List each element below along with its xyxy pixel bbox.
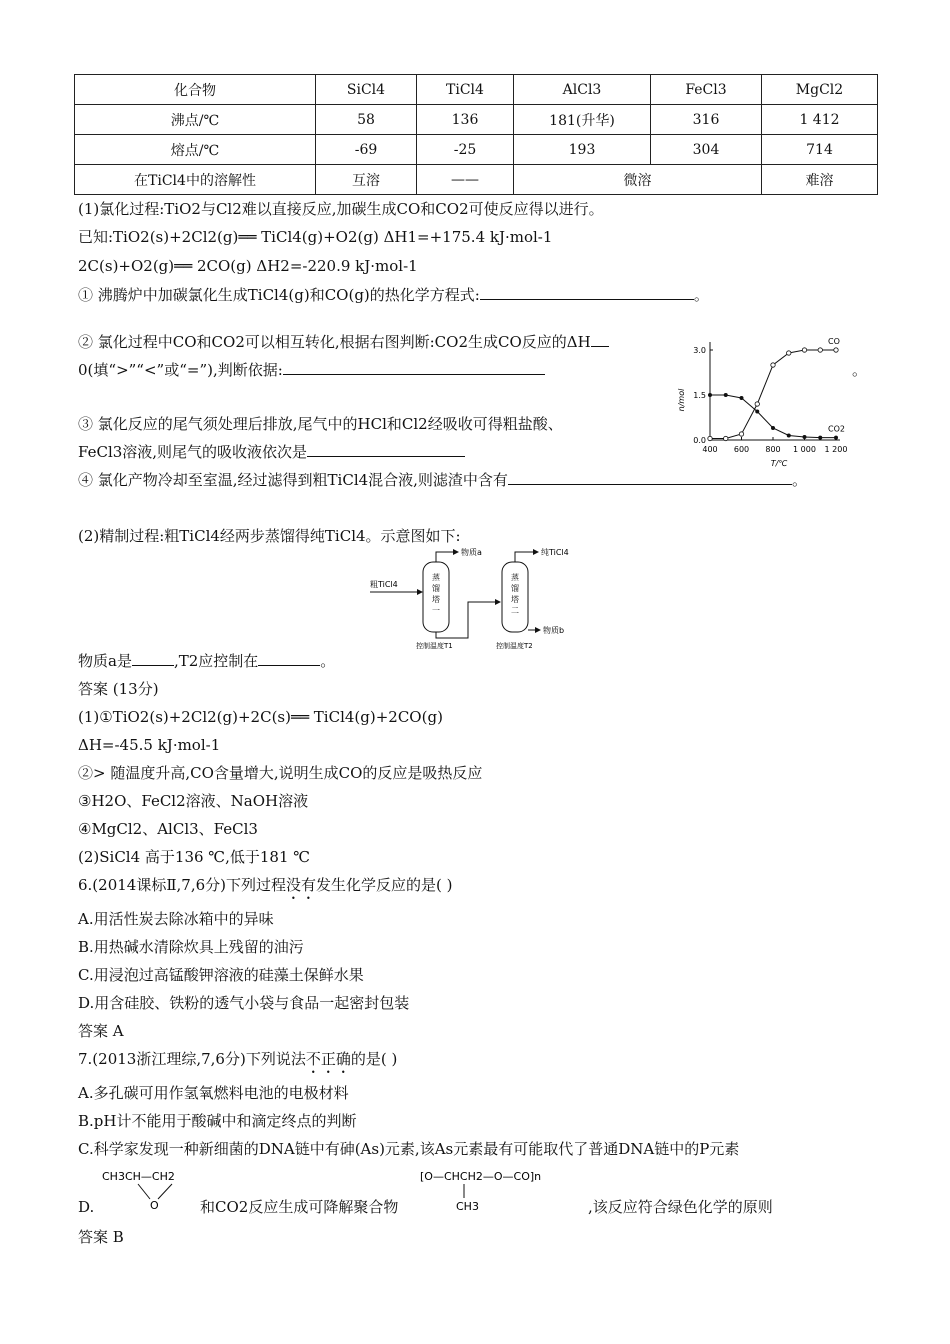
table-cell: —— (417, 165, 514, 195)
table-cell: SiCl4 (316, 75, 417, 105)
output-pure-arrow (515, 552, 538, 562)
table-cell: 316 (651, 105, 762, 135)
answer-1b: ΔH=-45.5 kJ·mol-1 (78, 736, 221, 754)
answer-blank[interactable] (508, 470, 792, 485)
q6-option-d: D.用含硅胶、铁粉的透气小袋与食品一起密封包装 (78, 994, 410, 1012)
series-label-co2: CO2 (828, 424, 845, 434)
q7-stem-pre: 7.(2013浙江理综,7,6分)下列说法 (78, 1050, 306, 1068)
table-cell: 714 (762, 135, 878, 165)
x-tick-label: 800 (765, 445, 781, 454)
control-temp-1: 控制温度T1 (416, 642, 453, 650)
table-cell: 193 (514, 135, 651, 165)
data-point-co (708, 436, 712, 440)
q6-stem-emphasis: 没有 (286, 876, 317, 894)
output-pure-label: 纯TiCl4 (541, 548, 569, 557)
tower2-char: 二 (511, 606, 519, 615)
table-cell: 1 412 (762, 105, 878, 135)
q2-fill-a-text: 物质a是 (78, 652, 132, 670)
table-row (75, 105, 878, 135)
output-a-label: 物质a (461, 548, 482, 557)
q2-intro: (2)精制过程:粗TiCl4经两步蒸馏得纯TiCl4。示意图如下: (78, 527, 461, 545)
table-cell: 在TiCl4中的溶解性 (75, 165, 316, 195)
q1-intro: (1)氯化过程:TiO2与Cl2难以直接反应,加碳生成CO和CO2可使反应得以进行。 (78, 200, 604, 218)
q1-sub4 (78, 470, 807, 490)
table-cell: TiCl4 (417, 75, 514, 105)
q1-known1: 已知:TiO2(s)+2Cl2(g)══ TiCl4(g)+O2(g) ΔH1=+175.4 kJ·mol-1 (78, 228, 553, 246)
q7-stem-post: 的是( ) (350, 1050, 398, 1068)
q6-stem (78, 875, 453, 903)
answer-4: ④MgCl2、AlCl3、FeCl3 (78, 820, 258, 838)
q6-answer: 答案 A (78, 1022, 124, 1040)
q6-option-c: C.用浸泡过高锰酸钾溶液的硅藻土保鲜水果 (78, 966, 364, 984)
tower2-char: 塔 (511, 595, 519, 604)
epoxide-formula: CH3CH—CH2 (102, 1170, 175, 1183)
y-tick-label: 0.0 (693, 436, 706, 445)
data-point-co2 (818, 436, 822, 440)
y-tick-label: 1.5 (693, 391, 706, 400)
data-point-co (787, 351, 791, 355)
answer-5: (2)SiCl4 高于136 ℃,低于181 ℃ (78, 848, 311, 866)
q7-option-d-mid: 和CO2反应生成可降解聚合物 (200, 1198, 399, 1216)
epoxide-structure (100, 1166, 200, 1216)
data-point-co2 (771, 426, 775, 430)
q1-sub1 (78, 285, 709, 305)
output-b-label: 物质b (543, 626, 565, 635)
answer-blank[interactable] (480, 285, 694, 300)
table-cell: 304 (651, 135, 762, 165)
table-cell: 化合物 (75, 75, 316, 105)
q1-sub2b (78, 360, 545, 380)
q7-stem (78, 1049, 397, 1077)
polymer-methyl: CH3 (456, 1200, 479, 1213)
tower2-char: 蒸 (511, 573, 519, 582)
diagram-input-label: 粗TiCl4 (370, 580, 398, 589)
data-point-co2 (834, 436, 838, 440)
q7-option-d-label: D. (78, 1198, 95, 1216)
q2-fill-b-text: ,T2应控制在 (173, 652, 259, 670)
q2-fill (78, 651, 335, 671)
q1-sub3b (78, 442, 465, 462)
data-point-co2 (787, 434, 791, 438)
co-co2-chart (664, 336, 864, 472)
q7-option-a: A.多孔碳可用作氢氧燃料电池的电极材料 (78, 1084, 349, 1102)
q7-stem-emphasis: 不正确 (305, 1050, 351, 1068)
q7-answer: 答案 B (78, 1228, 124, 1246)
period: 。 (791, 471, 807, 489)
output-a-arrow (436, 552, 458, 562)
data-point-co2 (724, 393, 728, 397)
table-cell: 沸点/℃ (75, 105, 316, 135)
series-label-co: CO (828, 337, 840, 346)
table-cell: -69 (316, 135, 417, 165)
q6-stem-post: 发生化学反应的是( ) (316, 876, 453, 894)
q1-sub1-text: ① 沸腾炉中加碳氯化生成TiCl4(g)和CO(g)的热化学方程式: (78, 286, 480, 304)
table-row (75, 165, 878, 195)
data-point-co2 (803, 435, 807, 439)
table-row (75, 135, 878, 165)
table-cell: 熔点/℃ (75, 135, 316, 165)
data-point-co (802, 348, 806, 352)
q1-sub4-text: ④ 氯化产物冷却至室温,经过滤得到粗TiCl4混合液,则滤渣中含有 (78, 471, 508, 489)
q1-sub3a: ③ 氯化反应的尾气须处理后排放,尾气中的HCl和Cl2经吸收可得粗盐酸、 (78, 415, 563, 433)
control-temp-2: 控制温度T2 (496, 642, 533, 650)
answer-blank[interactable] (258, 651, 320, 666)
table-cell: 微溶 (514, 165, 762, 195)
data-point-co (755, 402, 759, 406)
answer-3: ③H2O、FeCl2溶液、NaOH溶液 (78, 792, 309, 810)
table-cell: FeCl3 (651, 75, 762, 105)
q6-option-a: A.用活性炭去除冰箱中的异味 (78, 910, 274, 928)
q1-known2: 2C(s)+O2(g)══ 2CO(g) ΔH2=-220.9 kJ·mol-1 (78, 257, 418, 275)
q6-option-b: B.用热碱水清除炊具上残留的油污 (78, 938, 304, 956)
x-tick-label: 400 (702, 445, 718, 454)
table-cell: 58 (316, 105, 417, 135)
table-cell: 互溶 (316, 165, 417, 195)
period: 。 (693, 286, 709, 304)
answer-header: 答案 (13分) (78, 680, 159, 698)
table-cell: 136 (417, 105, 514, 135)
tower1-char: 一 (432, 606, 440, 615)
table-cell: 181(升华) (514, 105, 651, 135)
polymer-structure (418, 1164, 588, 1216)
series-line-co2 (710, 395, 836, 438)
q1-sub3b-text: FeCl3溶液,则尾气的吸收液依次是 (78, 443, 308, 461)
x-tick-label: 1 200 (824, 445, 848, 454)
data-point-co (724, 436, 728, 440)
q7-option-d-end: ,该反应符合绿色化学的原则 (588, 1198, 773, 1216)
q7-option-b: B.pH计不能用于酸碱中和滴定终点的判断 (78, 1112, 357, 1130)
data-point-co2 (740, 396, 744, 400)
epoxide-oxygen: O (150, 1199, 159, 1212)
q1-sub2b-text: 0(填“>”“<”或“=”),判断依据: (78, 361, 283, 379)
polymer-formula: [O—CHCH2—O—CO]n (420, 1170, 542, 1183)
table-cell: MgCl2 (762, 75, 878, 105)
q6-stem-pre: 6.(2014课标Ⅱ,7,6分)下列过程 (78, 876, 287, 894)
table-cell: 难溶 (762, 165, 878, 195)
answer-blank[interactable] (132, 651, 174, 666)
table-cell: -25 (417, 135, 514, 165)
q7-option-c: C.科学家发现一种新细菌的DNA链中有砷(As)元素,该As元素最有可能取代了普通DNA链中的P元素 (78, 1140, 740, 1158)
answer-blank[interactable] (307, 442, 465, 457)
y-axis-label: n/mol (677, 388, 686, 412)
tower1-char: 塔 (432, 595, 440, 604)
period: 。 (852, 361, 868, 379)
x-tick-label: 1 000 (793, 445, 816, 454)
data-point-co2 (708, 393, 712, 397)
table-row (75, 75, 878, 105)
properties-table (74, 74, 878, 195)
x-tick-label: 600 (733, 445, 750, 454)
q1-sub2a (78, 332, 609, 352)
data-point-co (834, 348, 838, 352)
tower1-char: 馏 (432, 584, 440, 593)
data-point-co (771, 363, 775, 367)
data-point-co (818, 348, 822, 352)
data-point-co2 (755, 410, 759, 414)
answer-blank[interactable] (591, 332, 609, 347)
tower2-char: 馏 (511, 584, 519, 593)
answer-1: (1)①TiO2(s)+2Cl2(g)+2C(s)══ TiCl4(g)+2CO(g) (78, 708, 443, 726)
q1-sub2a-text: ② 氯化过程中CO和CO2可以相互转化,根据右图判断:CO2生成CO反应的ΔH (78, 333, 591, 351)
x-axis-label: T/℃ (770, 459, 788, 468)
data-point-co (739, 432, 743, 436)
distillation-diagram (368, 546, 584, 654)
answer-2: ②> 随温度升高,CO含量增大,说明生成CO的反应是吸热反应 (78, 764, 483, 782)
tower1-char: 蒸 (432, 573, 440, 582)
answer-blank[interactable] (283, 360, 545, 375)
table-cell: AlCl3 (514, 75, 651, 105)
period: 。 (320, 652, 336, 670)
y-tick-label: 3.0 (693, 346, 706, 355)
